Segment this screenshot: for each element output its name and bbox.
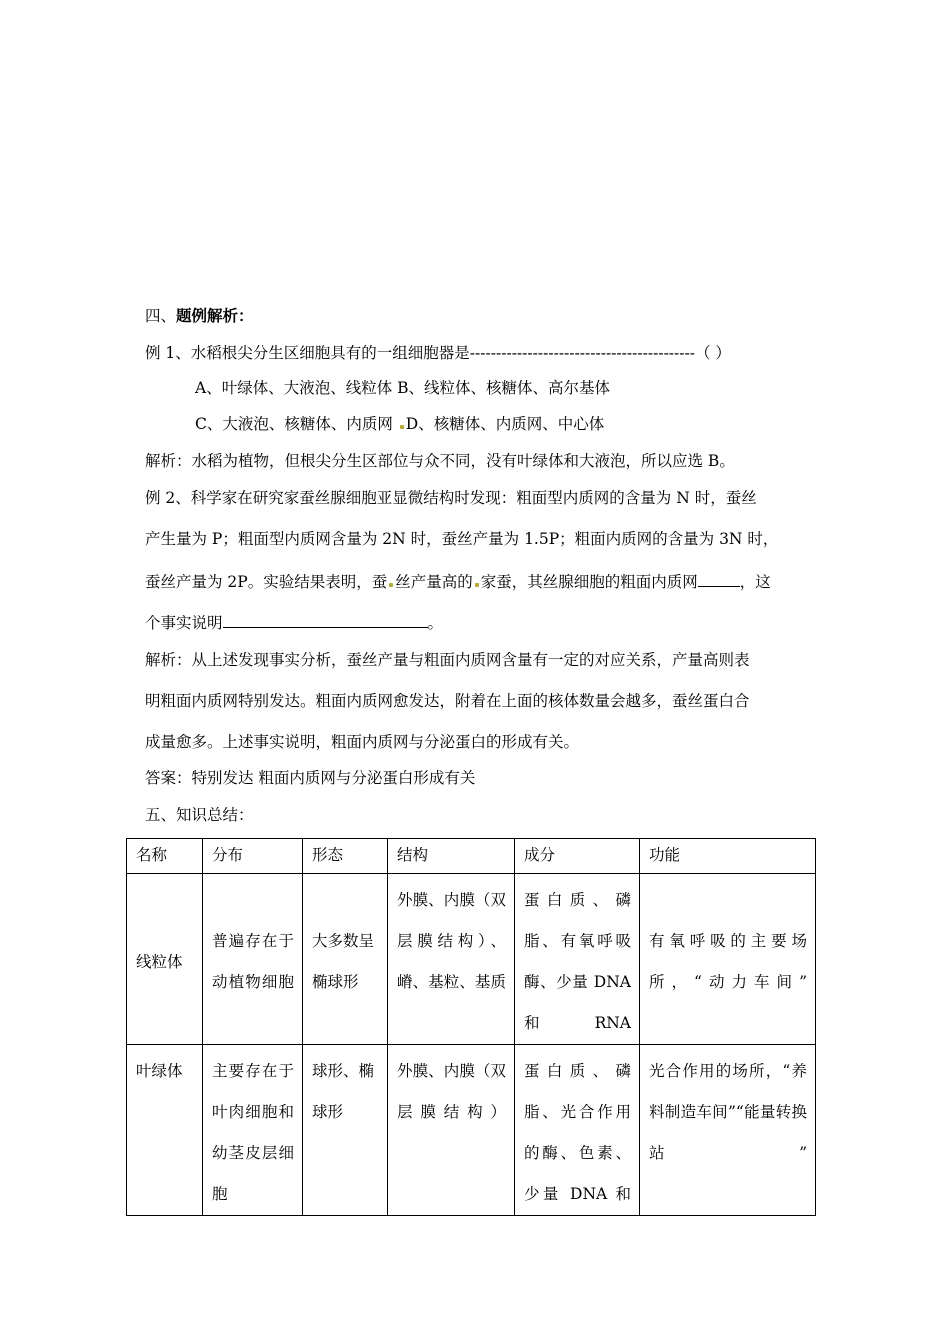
example2-line3-part-b: 丝产量高的	[395, 573, 473, 591]
answer-blank-2[interactable]	[223, 611, 428, 628]
example2-line4-part-b: 。	[427, 614, 444, 632]
table-cell-name: 叶绿体	[127, 1045, 203, 1216]
example1-question: 例 1、水稻根尖分生区细胞具有的一组细胞器是-------------------------------------------（ ）	[145, 344, 731, 362]
example1-option-c: C、大液泡、核糖体、内质网	[195, 415, 398, 433]
table-cell-function: 有氧呼吸的主要场所，“动力车间”	[640, 874, 816, 1045]
example2-line3-part-a: 蚕丝产量为 2P。实验结果表明，蚕	[145, 573, 388, 591]
example2-analysis-line2: 明粗面内质网特别发达。粗面内质网愈发达，附着在上面的核体数量会越多，蚕丝蛋白合	[145, 692, 750, 710]
example2-line1: 例 2、科学家在研究家蚕丝腺细胞亚显微结构时发现：粗面型内质网的含量为 N 时，蚕丝	[145, 489, 757, 507]
section4-title: 题例解析：	[176, 306, 254, 325]
marker-dot-icon	[400, 425, 404, 429]
answer-blank-1[interactable]	[698, 570, 740, 587]
table-header-cell: 成分	[515, 839, 640, 874]
example2-line3	[145, 570, 771, 592]
example2-line4	[145, 611, 443, 633]
table-header-cell: 功能	[640, 839, 816, 874]
table-cell-name: 线粒体	[127, 874, 203, 1045]
marker-dot-icon	[389, 583, 393, 587]
section4-heading	[145, 306, 254, 326]
example2-analysis-line3: 成量愈多。上述事实说明，粗面内质网与分泌蛋白的形成有关。	[145, 733, 580, 751]
example1-analysis: 解析：水稻为植物，但根尖分生区部位与众不同，没有叶绿体和大液泡，所以应选 B。	[145, 452, 735, 470]
table-cell-function: 光合作用的场所，“养料制造车间”“能量转换站”	[640, 1045, 816, 1216]
example2-answer: 答案：特别发达 粗面内质网与分泌蛋白形成有关	[145, 769, 476, 787]
table-cell-composition: 蛋白质、磷脂、光合作用的酶、色素、少量 DNA 和	[515, 1045, 640, 1216]
table-row	[127, 1045, 816, 1216]
table-cell-shape: 球形、椭球形	[303, 1045, 388, 1216]
section4-prefix: 四、	[145, 307, 177, 325]
table-header-row	[127, 839, 816, 874]
table-header-cell: 分布	[203, 839, 303, 874]
organelle-summary-table	[126, 838, 816, 1216]
table-header-cell: 名称	[127, 839, 203, 874]
table-row	[127, 874, 816, 1045]
section5-heading: 五、知识总结：	[145, 806, 254, 824]
example2-line4-part-a: 个事实说明	[145, 614, 223, 632]
marker-dot-icon	[475, 583, 479, 587]
example1-options-ab: A、叶绿体、大液泡、线粒体 B、线粒体、核糖体、高尔基体	[195, 379, 611, 397]
example1-option-d: D、核糖体、内质网、中心体	[405, 415, 605, 433]
table-cell-distribution: 普遍存在于动植物细胞	[203, 874, 303, 1045]
table-cell-distribution: 主要存在于叶肉细胞和幼茎皮层细胞	[203, 1045, 303, 1216]
example2-analysis-line1: 解析：从上述发现事实分析，蚕丝产量与粗面内质网含量有一定的对应关系，产量高则表	[145, 651, 750, 669]
example1-options-cd	[195, 414, 604, 434]
table-header-cell: 结构	[388, 839, 515, 874]
table-cell-structure: 外膜、内膜（双层膜结构）	[388, 1045, 515, 1216]
table-header-cell: 形态	[303, 839, 388, 874]
table-cell-composition: 蛋白质、磷脂、有氧呼吸酶、少量 DNA 和 RNA	[515, 874, 640, 1045]
example2-line2: 产生量为 P；粗面型内质网含量为 2N 时，蚕丝产量为 1.5P；粗面内质网的含量为 3N 时，	[145, 530, 779, 548]
example2-line3-part-d: ，这	[739, 573, 771, 591]
example2-line3-part-c: 家蚕，其丝腺细胞的粗面内质网	[480, 573, 698, 591]
table-cell-shape: 大多数呈椭球形	[303, 874, 388, 1045]
table-cell-structure: 外膜、内膜（双层膜结构）、嵴、基粒、基质	[388, 874, 515, 1045]
